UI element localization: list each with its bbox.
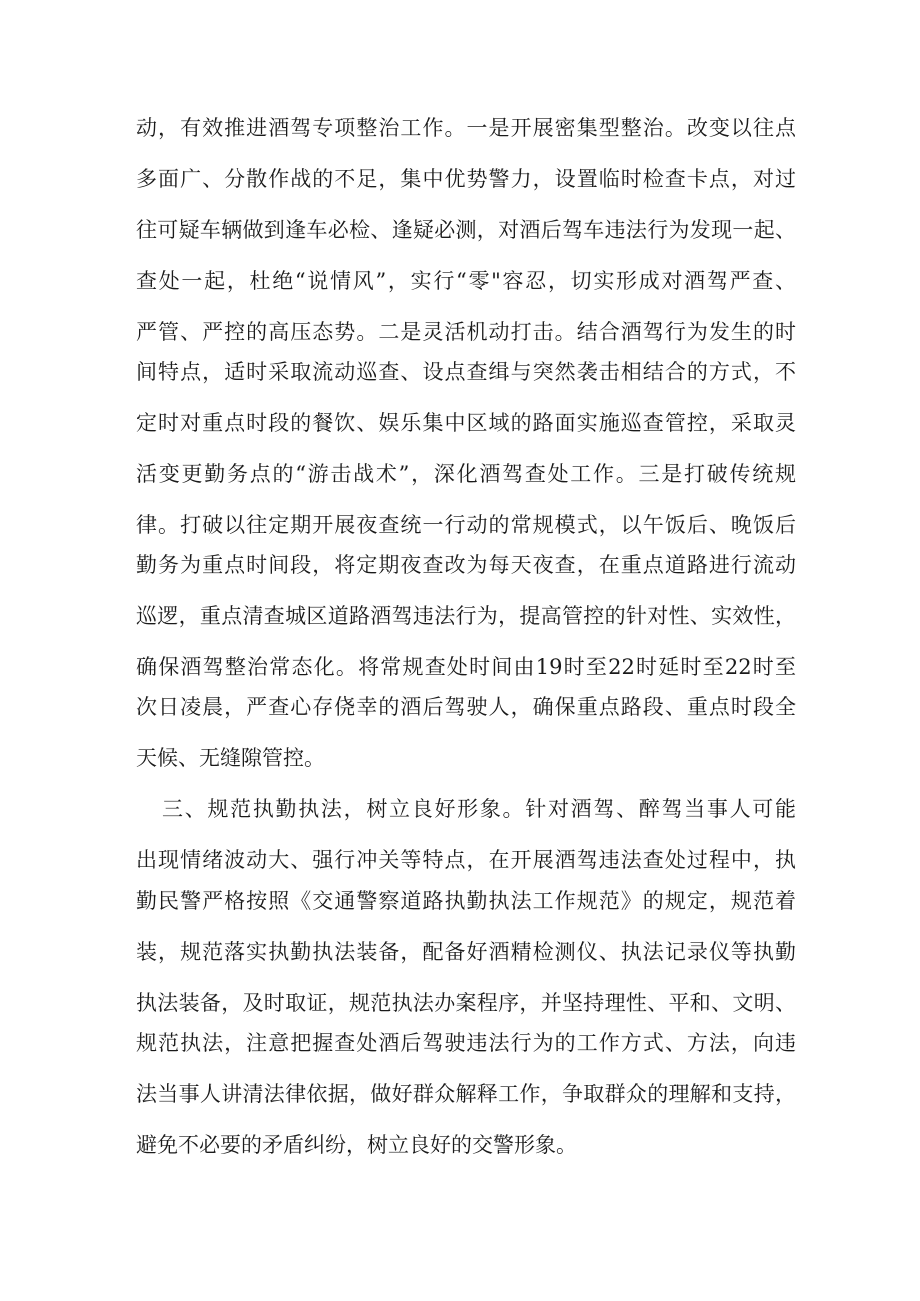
- paragraph-line: 确保酒驾整治常态化。将常规查处时间由19时至22时延时至22时至: [136, 655, 796, 679]
- paragraph-line: 三、规范执勤执法，树立良好形象。针对酒驾、醉驾当事人可能: [162, 797, 796, 821]
- paragraph-line: 往可疑车辆做到逢车必检、逢疑必测，对酒后驾车违法行为发现一起、: [136, 218, 796, 242]
- paragraph-line: 多面广、分散作战的不足，集中优势警力，设置临时检查卡点，对过: [136, 167, 796, 191]
- paragraph-line: 查处一起，杜绝“说情风”，实行“零"容忍，切实形成对酒驾严查、: [136, 269, 796, 293]
- paragraph-line: 法当事人讲清法律依据，做好群众解释工作，争取群众的理解和支持，: [136, 1082, 796, 1106]
- paragraph-line: 律。打破以往定期开展夜查统一行动的常规模式，以午饭后、晚饭后: [136, 513, 796, 537]
- paragraph-line: 严管、严控的高压态势。二是灵活机动打击。结合酒驾行为发生的时: [136, 320, 796, 344]
- paragraph-line: 间特点，适时采取流动巡查、设点查缉与突然袭击相结合的方式，不: [136, 360, 796, 384]
- paragraph-line: 勤务为重点时间段，将定期夜查改为每天夜查，在重点道路进行流动: [136, 553, 796, 577]
- paragraph-line: 避免不必要的矛盾纠纷，树立良好的交警形象。: [136, 1133, 577, 1157]
- paragraph-line: 出现情绪波动大、强行冲关等特点，在开展酒驾违法查处过程中，执: [136, 848, 796, 872]
- paragraph-line: 装，规范落实执勤执法装备，配备好酒精检测仪、执法记录仪等执勤: [136, 940, 796, 964]
- paragraph-line: 次日凌晨，严查心存侥幸的酒后驾驶人，确保重点路段、重点时段全: [136, 695, 796, 719]
- paragraph-line: 定时对重点时段的餐饮、娱乐集中区域的路面实施巡查管控，采取灵: [136, 411, 796, 435]
- paragraph-line: 巡逻，重点清查城区道路酒驾违法行为，提高管控的针对性、实效性，: [136, 604, 796, 628]
- paragraph-line: 动，有效推进酒驾专项整治工作。一是开展密集型整治。改变以往点: [136, 116, 796, 140]
- paragraph-line: 规范执法，注意把握查处酒后驾驶违法行为的工作方式、方法，向违: [136, 1031, 796, 1055]
- paragraph-line: 天候、无缝隙管控。: [136, 746, 325, 770]
- paragraph-line: 执法装备，及时取证，规范执法办案程序，并坚持理性、平和、文明、: [136, 991, 796, 1015]
- paragraph-line: 活变更勤务点的“游击战术”，深化酒驾查处工作。三是打破传统规: [136, 462, 796, 486]
- paragraph-line: 勤民警严格按照《交通警察道路执勤执法工作规范》的规定，规范着: [136, 889, 796, 913]
